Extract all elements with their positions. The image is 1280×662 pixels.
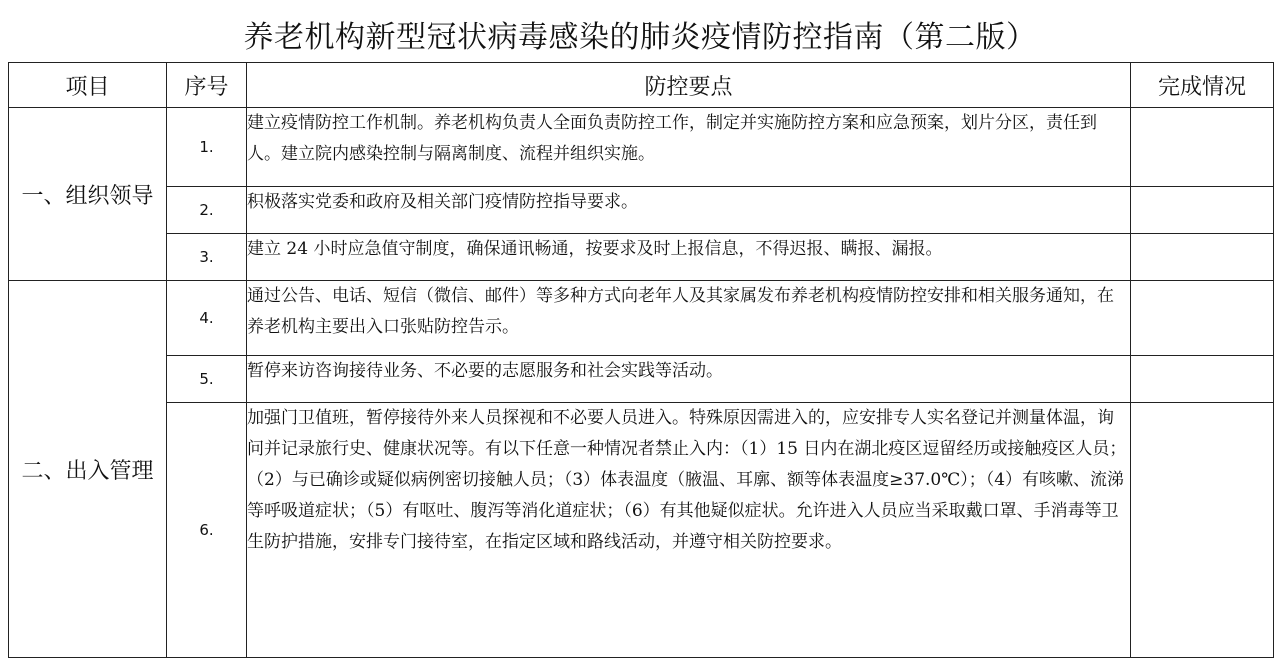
table-row [9,356,1274,403]
prevention-point-text: 积极落实党委和政府及相关部门疫情防控指导要求。 [247,187,1131,234]
table-row [9,281,1274,356]
header-seq: 序号 [167,63,247,108]
row-number: 6. [167,403,247,658]
prevention-point-text: 通过公告、电话、短信（微信、邮件）等多种方式向老年人及其家属发布养老机构疫情防控安排和相关服务通知，在养老机构主要出入口张贴防控告示。 [247,281,1131,356]
prevention-point-text: 建立 24 小时应急值守制度，确保通讯畅通，按要求及时上报信息，不得迟报、瞒报、漏报。 [247,234,1131,281]
prevention-checklist-table [8,62,1274,658]
header-status: 完成情况 [1131,63,1274,108]
table-row [9,108,1274,187]
row-number: 1. [167,108,247,187]
row-number: 3. [167,234,247,281]
table-row [9,187,1274,234]
category-organization-leadership: 一、组织领导 [9,108,167,281]
prevention-point-text: 暂停来访咨询接待业务、不必要的志愿服务和社会实践等活动。 [247,356,1131,403]
document-title: 养老机构新型冠状病毒感染的肺炎疫情防控指南（第二版） [243,20,1037,55]
table-row [9,234,1274,281]
table-row [9,403,1274,658]
row-number: 4. [167,281,247,356]
completion-status-cell[interactable] [1131,234,1274,281]
header-item: 项目 [9,63,167,108]
prevention-point-text: 加强门卫值班，暂停接待外来人员探视和不必要人员进入。特殊原因需进入的，应安排专人实名登记并测量体温，询问并记录旅行史、健康状况等。有以下任意一种情况者禁止入内：（1）15 日内在湖北疫区逗留经历或接触疫区人员；（2）与已确诊或疑似病例密切接触人员；（3）体表温度（腋温、耳廓、额等体表温度≥37.0℃）；（4）有咳嗽、流涕等呼吸道症状；（5）有呕吐、腹泻等消化道症状；（6）有其他疑似症状。允许进入人员应当采取戴口罩、手消毒等卫生防护措施，安排专门接待室，在指定区域和路线活动，并遵守相关防控要求。 [247,403,1131,658]
completion-status-cell[interactable] [1131,356,1274,403]
row-number: 5. [167,356,247,403]
prevention-point-text: 建立疫情防控工作机制。养老机构负责人全面负责防控工作，制定并实施防控方案和应急预案，划片分区，责任到人。建立院内感染控制与隔离制度、流程并组织实施。 [247,108,1131,187]
row-number: 2. [167,187,247,234]
completion-status-cell[interactable] [1131,108,1274,187]
completion-status-cell[interactable] [1131,403,1274,658]
table-header-row [9,63,1274,108]
completion-status-cell[interactable] [1131,187,1274,234]
header-points: 防控要点 [247,63,1131,108]
completion-status-cell[interactable] [1131,281,1274,356]
category-entry-exit-management: 二、出入管理 [9,281,167,658]
